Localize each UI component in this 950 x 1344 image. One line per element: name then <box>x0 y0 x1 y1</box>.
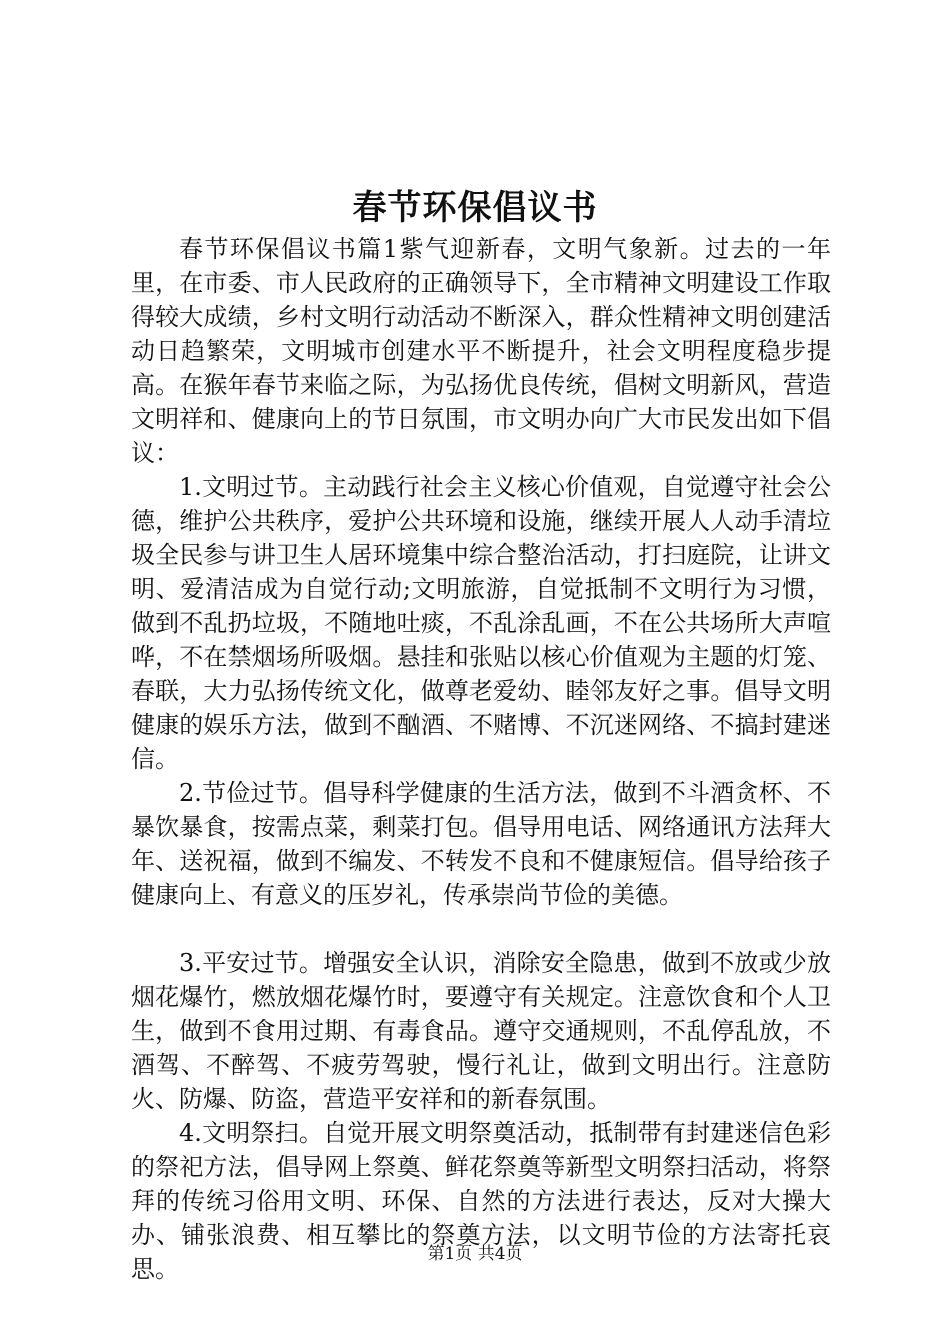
paragraph-gap <box>131 912 831 946</box>
paragraph-civilized-memorial: 4.文明祭扫。自觉开展文明祭奠活动，抵制带有封建迷信色彩的祭祀方法，倡导网上祭奠、鲜花祭奠等新型文明祭扫活动，将祭拜的传统习俗用文明、环保、自然的方法进行表达，反对大操大办、铺张浪费、相互攀比的祭奠方法，以文明节俭的方法寄托哀思。 <box>131 1119 831 1283</box>
paragraph-safe-festival: 3.平安过节。增强安全认识，消除安全隐患，做到不放或少放烟花爆竹，燃放烟花爆竹时，要遵守有关规定。注意饮食和个人卫生，做到不食用过期、有毒食品。遵守交通规则，不乱停乱放，不酒驾、不醉驾、不疲劳驾驶，慢行礼让，做到文明出行。注意防火、防爆、防盗，营造平安祥和的新春氛围。 <box>131 949 831 1113</box>
intro-paragraph: 春节环保倡议书篇1紫气迎新春，文明气象新。过去的一年里，在市委、市人民政府的正确领导下，全市精神文明建设工作取得较大成绩，乡村文明行动活动不断深入，群众性精神文明创建活动日趋繁荣，文明城市创建水平不断提升，社会文明程度稳步提高。在猴年春节来临之际，为弘扬优良传统，倡树文明新风，营造文明祥和、健康向上的节日氛围，市文明办向广大市民发出如下倡议： <box>131 235 831 467</box>
paragraph-civilized-festival: 1.文明过节。主动践行社会主义核心价值观，自觉遵守社会公德，维护公共秩序，爱护公共环境和设施，继续开展人人动手清垃圾全民参与讲卫生人居环境集中综合整治活动，打扫庭院，让讲文明、爱清洁成为自觉行动;文明旅游，自觉抵制不文明行为习惯，做到不乱扔垃圾，不随地吐痰，不乱涂乱画，不在公共场所大声喧哗，不在禁烟场所吸烟。悬挂和张贴以核心价值观为主题的灯笼、春联，大力弘扬传统文化，做尊老爱幼、睦邻友好之事。倡导文明健康的娱乐方法，做到不酗酒、不赌博、不沉迷网络、不搞封建迷信。 <box>131 473 831 773</box>
document-body <box>131 232 831 1286</box>
document-title: 春节环保倡议书 <box>352 188 598 228</box>
page-number: 第1页 共4页 <box>427 1244 523 1264</box>
paragraph-frugal-festival: 2.节俭过节。倡导科学健康的生活方法，做到不斗酒贪杯、不暴饮暴食，按需点菜，剩菜打包。倡导用电话、网络通讯方法拜大年、送祝福，做到不编发、不转发不良和不健康短信。倡导给孩子健康向上、有意义的压岁礼，传承崇尚节俭的美德。 <box>131 779 831 909</box>
